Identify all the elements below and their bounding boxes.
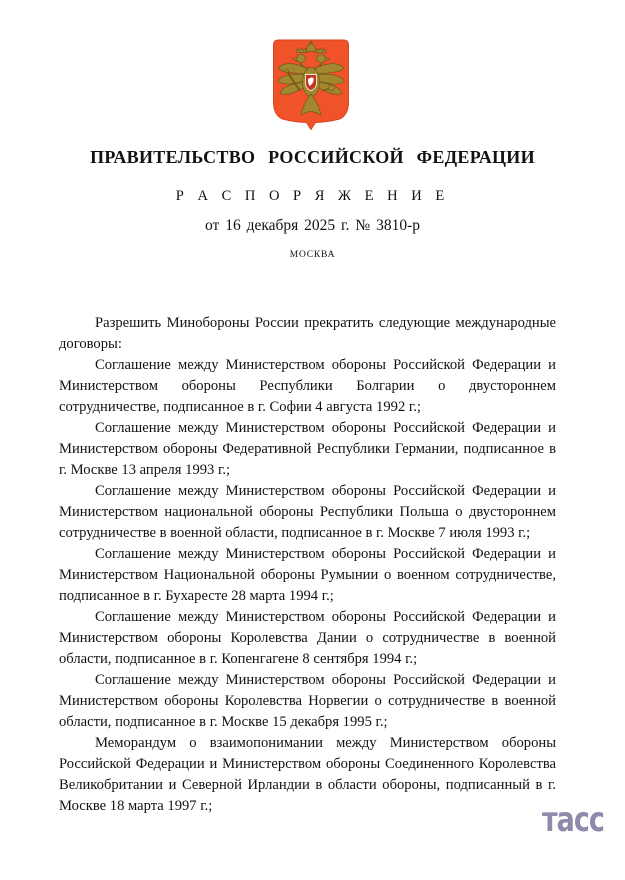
document-body	[59, 313, 556, 817]
issuing-authority-title: ПРАВИТЕЛЬСТВО РОССИЙСКОЙ ФЕДЕРАЦИИ	[90, 147, 535, 167]
paragraph-agreement-poland: Соглашение между Министерством обороны Российской Федерации и Министерством национальной обороны Республики Польша о двустороннем сотрудничестве в военной области, подписанное в г. Москве 7 июля 1993 г.;	[59, 483, 556, 541]
paragraph-memorandum-uk: Меморандум о взаимопонимании между Министерством обороны Российской Федерации и Министерством обороны Соединенного Королевства Великобритании и Северной Ирландии в области обороны, подписанный в г. Москве 18 марта 1997 г.;	[59, 735, 556, 814]
document-city-label: МОСКВА	[289, 250, 336, 260]
document-date-number: от 16 декабря 2025 г. № 3810-р	[205, 217, 420, 234]
paragraph-agreement-bulgaria: Соглашение между Министерством обороны Российской Федерации и Министерством обороны Республики Болгарии о двустороннем сотрудничестве, подписанное в г. Софии 4 августа 1992 г.;	[59, 357, 556, 415]
paragraph-agreement-norway: Соглашение между Министерством обороны Российской Федерации и Министерством обороны Королевства Норвегии о сотрудничестве в военной области, подписанное в г. Москве 15 декабря 1995 г.;	[59, 672, 556, 730]
coat-of-arms-icon	[270, 38, 352, 132]
paragraph-preamble: Разрешить Минобороны России прекратить следующие международные договоры:	[59, 315, 556, 352]
tass-watermark: тасс	[542, 801, 604, 840]
document-type-label: Р А С П О Р Я Ж Е Н И Е	[175, 188, 450, 204]
paragraph-agreement-denmark: Соглашение между Министерством обороны Российской Федерации и Министерством обороны Королевства Дании о сотрудничестве в военной области, подписанное в г. Копенгагене 8 сентября 1994 г.;	[59, 609, 556, 667]
paragraph-agreement-germany: Соглашение между Министерством обороны Российской Федерации и Министерством обороны Федеративной Республики Германии, подписанное в г. Москве 13 апреля 1993 г.;	[59, 420, 556, 478]
paragraph-agreement-romania: Соглашение между Министерством обороны Российской Федерации и Министерством Национальной обороны Румынии о военном сотрудничестве, подписанное в г. Бухаресте 28 марта 1994 г.;	[59, 546, 556, 604]
russia-coat-of-arms	[270, 38, 352, 132]
